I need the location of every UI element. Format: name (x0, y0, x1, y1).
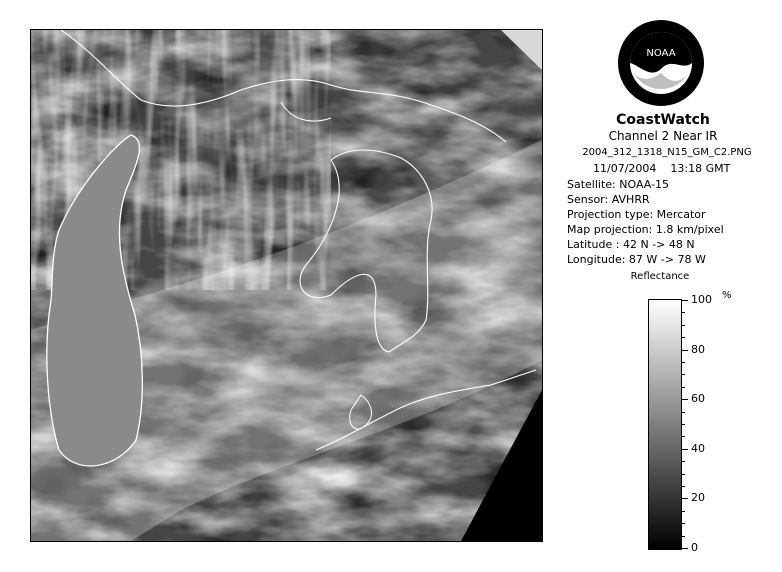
colorbar-unit: % (722, 290, 732, 301)
colorbar (648, 299, 682, 550)
projection-type-label: Projection type: Mercator (567, 208, 706, 221)
satellite-image (30, 29, 543, 542)
colorbar-minor-tick (682, 424, 685, 425)
longitude-label: Longitude: 87 W -> 78 W (567, 253, 706, 266)
colorbar-minor-tick (682, 362, 685, 363)
colorbar-minor-tick (682, 474, 685, 475)
colorbar-minor-tick (682, 536, 685, 537)
colorbar-tick (682, 449, 688, 450)
colorbar-label: Reflectance (630, 271, 690, 282)
colorbar-tick (682, 399, 688, 400)
colorbar-tick-label: 40 (691, 441, 705, 455)
colorbar-minor-tick (682, 523, 685, 524)
colorbar-minor-tick (682, 511, 685, 512)
colorbar-minor-tick (682, 461, 685, 462)
satellite-label: Satellite: NOAA-15 (567, 178, 670, 191)
noaa-logo (617, 19, 705, 107)
colorbar-minor-tick (682, 412, 685, 413)
time-label: 13:18 GMT (670, 162, 731, 175)
datetime-label (593, 162, 744, 175)
channel-label: Channel 2 Near IR (608, 129, 718, 143)
colorbar-tick-label: 20 (691, 491, 705, 505)
colorbar-minor-tick (682, 325, 685, 326)
colorbar-tick-label: 0 (691, 541, 698, 554)
colorbar-tick (682, 548, 688, 549)
svg-text:NOAA: NOAA (646, 48, 676, 59)
colorbar-tick-label: 100 (691, 293, 712, 306)
product-title: CoastWatch (616, 112, 710, 128)
map-projection-label: Map projection: 1.8 km/pixel (567, 223, 724, 236)
sensor-label: Sensor: AVHRR (567, 193, 650, 206)
colorbar-tick (682, 498, 688, 499)
colorbar-minor-tick (682, 374, 685, 375)
colorbar-tick-label: 80 (691, 342, 705, 356)
filename-label: 2004_312_1318_N15_GM_C2.PNG (582, 147, 752, 158)
colorbar-minor-tick (682, 337, 685, 338)
date-label: 11/07/2004 (593, 162, 657, 175)
colorbar-minor-tick (682, 387, 685, 388)
colorbar-minor-tick (682, 312, 685, 313)
colorbar-minor-tick (682, 436, 685, 437)
colorbar-tick-label: 60 (691, 392, 705, 406)
latitude-label: Latitude : 42 N -> 48 N (567, 238, 695, 251)
colorbar-tick (682, 350, 688, 351)
colorbar-tick (682, 300, 688, 301)
colorbar-minor-tick (682, 486, 685, 487)
